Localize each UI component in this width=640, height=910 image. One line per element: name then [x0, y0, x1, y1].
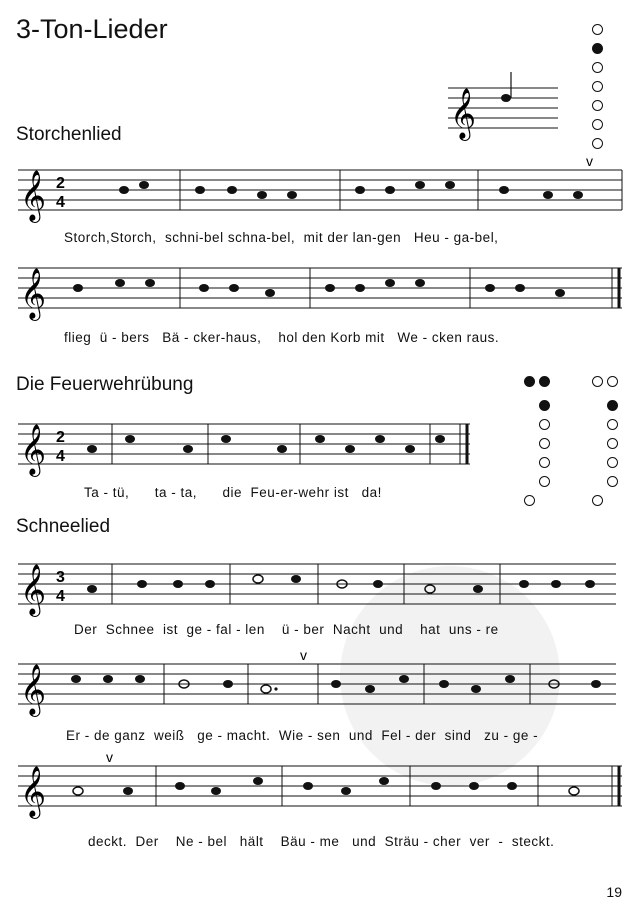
svg-text:𝄞: 𝄞	[20, 424, 47, 475]
svg-text:𝄞: 𝄞	[20, 766, 47, 817]
treble-clef: 𝄞	[450, 88, 477, 139]
song-title-storchenlied: Storchenlied	[16, 124, 122, 145]
svg-text:v: v	[300, 647, 307, 663]
hole	[592, 81, 603, 92]
svg-text:𝄞: 𝄞	[20, 564, 47, 615]
svg-text:𝄞: 𝄞	[20, 268, 47, 319]
fingering-chart-top	[592, 24, 606, 157]
hole	[592, 138, 603, 149]
staff-schneelied-2	[0, 647, 640, 715]
lyrics-storchenlied-1: Storch,Storch, schni-bel schna-bel, mit der lan-gen Heu - ga-bel,	[64, 230, 499, 245]
song-title-schneelied: Schneelied	[16, 516, 111, 537]
svg-text:𝄞: 𝄞	[20, 170, 47, 221]
svg-text:v: v	[586, 153, 593, 169]
song-title-feuerwehr: Die Feuerwehrübung	[16, 374, 194, 395]
hole	[592, 62, 603, 73]
lyrics-schneelied-2: Er - de ganz weiß ge - macht. Wie - sen und Fel - der sind zu - ge -	[66, 728, 539, 743]
svg-text:𝄞: 𝄞	[20, 664, 47, 715]
reference-staff	[448, 84, 558, 139]
svg-text:2: 2	[56, 175, 65, 192]
hole	[592, 24, 603, 35]
hole	[592, 43, 603, 54]
lyrics-storchenlied-2: flieg ü - bers Bä - cker-haus, hol den Korb mit We - cken raus.	[64, 330, 500, 345]
lyrics-schneelied-1: Der Schnee ist ge - fal - len ü - ber Nacht und hat uns - re	[74, 622, 499, 637]
staff-feuerwehr	[0, 420, 640, 475]
lyrics-feuerwehr: Ta - tü, ta - ta, die Feu-er-wehr ist da!	[84, 485, 382, 500]
staff-schneelied-1	[0, 560, 640, 615]
svg-text:2: 2	[56, 429, 65, 446]
lyrics-schneelied-3: deckt. Der Ne - bel hält Bäu - me und Sträu - cher ver - steckt.	[88, 834, 555, 849]
svg-text:4: 4	[56, 448, 65, 465]
note-d	[501, 94, 511, 102]
staff-storchenlied-1	[0, 153, 640, 221]
page-number: 19	[606, 884, 622, 900]
page-title: 3-Ton-Lieder	[16, 14, 168, 44]
hole	[592, 100, 603, 111]
staff-schneelied-3	[0, 749, 640, 817]
svg-text:4: 4	[56, 588, 65, 605]
hole	[592, 119, 603, 130]
svg-text:v: v	[106, 749, 113, 765]
svg-text:4: 4	[56, 194, 65, 211]
staff-storchenlied-2	[0, 264, 640, 319]
svg-text:3: 3	[56, 569, 65, 586]
